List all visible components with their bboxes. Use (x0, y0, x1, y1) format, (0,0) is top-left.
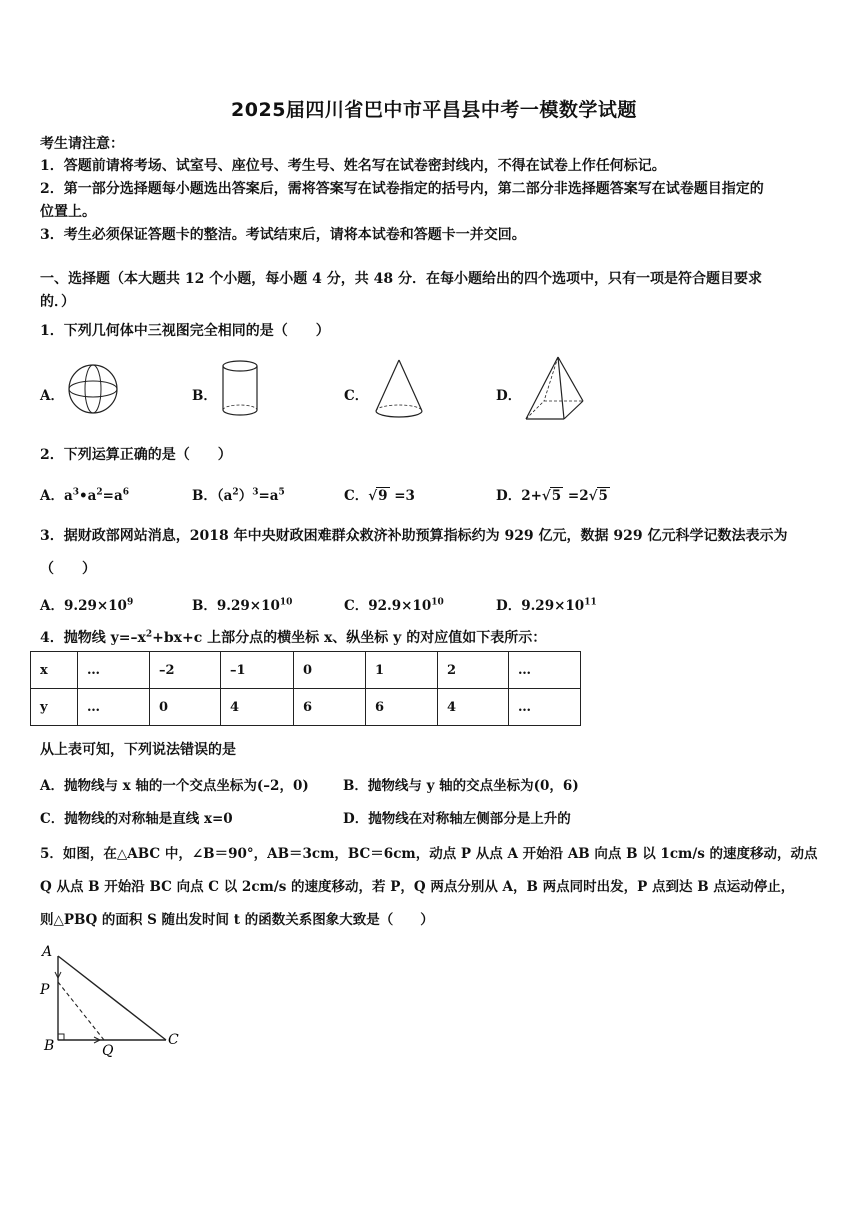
notice-item-1: 1．答题前请将考场、试室号、座位号、考生号、姓名写在试卷密封线内，不得在试卷上作任何标记。 (40, 158, 666, 174)
table-cell: … (509, 689, 581, 726)
notice-heading: 考生请注意： (40, 136, 124, 152)
q3-stem: 3．据财政部网站消息，2018 年中央财政困难群众救济补助预算指标约为 929 亿元，数据 929 亿元科学记数法表示为 (40, 528, 788, 544)
q1-option-b-label: B． (192, 388, 217, 404)
table-cell: 6 (366, 689, 438, 726)
table-cell: –1 (221, 652, 294, 689)
table-cell: 4 (438, 689, 509, 726)
notice-item-2: 2．第一部分选择题每小题选出答案后，需将答案写在试卷指定的括号内，第二部分非选择题答案写在试卷题目指定的 (40, 181, 764, 197)
q5-line-1: 5．如图，在△ABC 中，∠B＝90°，AB＝3cm，BC＝6cm，动点 P 从点 A 开始沿 AB 向点 B 以 1cm/s 的速度移动，动点 (40, 846, 818, 862)
value-table (30, 651, 581, 726)
table-cell: 4 (221, 689, 294, 726)
table-cell: … (78, 689, 150, 726)
q4-option-b: B．抛物线与 y 轴的交点坐标为(0，6) (343, 778, 579, 794)
triangle-figure (36, 938, 186, 1062)
q3-paren: （ ） (40, 561, 96, 577)
q3-option-c: C．$92.9\times 10^{10}$ (344, 597, 444, 614)
table-cell: 2 (438, 652, 509, 689)
table-cell: 0 (294, 652, 366, 689)
pyramid-icon (520, 353, 590, 425)
section-heading: 一、选择题（本大题共 12 个小题，每小题 4 分，共 48 分．在每小题给出的四个选项中，只有一项是符合题目要求 (40, 271, 762, 287)
label-p: P (40, 982, 50, 998)
table-cell: … (78, 652, 150, 689)
q2-option-d: D．2+√5 =2√5 (496, 488, 608, 504)
table-cell: 6 (294, 689, 366, 726)
cone-icon (370, 356, 430, 422)
q4-stem: 4．抛物线 $y=-x^2+bx+c$ 上部分点的横坐标 x、纵坐标 y 的对应值如下表所示： (40, 629, 547, 646)
table-cell: x (31, 652, 78, 689)
q5-line-3: 则△PBQ 的面积 S 随出发时间 t 的函数关系图象大致是（ ） (40, 912, 434, 928)
q2-option-a: A．$a^3•a^2=a^6$ (40, 487, 129, 504)
q3-option-d: D．$9.29\times 10^{11}$ (496, 597, 597, 614)
table-cell: 1 (366, 652, 438, 689)
table-row (31, 652, 581, 689)
table-cell: 0 (150, 689, 221, 726)
label-a: A (42, 944, 53, 960)
q2-option-b: B．$(a^2)^3=a^5$ (192, 487, 285, 504)
q1-option-d-label: D． (496, 388, 522, 404)
table-cell: … (509, 652, 581, 689)
label-b: B (44, 1038, 55, 1054)
section-heading-cont: 的．） (40, 294, 75, 310)
q4-option-a: A．抛物线与 x 轴的一个交点坐标为(–2，0) (40, 778, 309, 794)
q2-option-c: C．√9 =3 (344, 488, 415, 504)
q1-stem: 1．下列几何体中三视图完全相同的是（ ） (40, 323, 330, 339)
q3-option-a: A．$9.29\times 10^9$ (40, 597, 134, 614)
q1-option-c-label: C． (344, 388, 369, 404)
table-cell: –2 (150, 652, 221, 689)
cylinder-icon (218, 358, 264, 420)
label-q: Q (102, 1043, 114, 1059)
q3-option-b: B．$9.29\times 10^{10}$ (192, 597, 293, 614)
q4-option-d: D．抛物线在对称轴左侧部分是上升的 (343, 811, 571, 827)
page-title: 2025届四川省巴中市平昌县中考一模数学试题 (231, 99, 637, 121)
notice-item-3: 3．考生必须保证答题卡的整洁。考试结束后，请将本试卷和答题卡一并交回。 (40, 227, 526, 243)
notice-item-2-cont: 位置上。 (40, 204, 96, 220)
q1-option-a-label: A． (40, 388, 64, 404)
sphere-icon (66, 360, 122, 418)
q4-option-c: C．抛物线的对称轴是直线 x=0 (40, 811, 233, 827)
q4-after: 从上表可知，下列说法错误的是 (40, 742, 236, 758)
q2-stem: 2．下列运算正确的是（ ） (40, 447, 232, 463)
label-c: C (168, 1032, 179, 1048)
table-row (31, 689, 581, 726)
q5-line-2: Q 从点 B 开始沿 BC 向点 C 以 2cm/s 的速度移动，若 P，Q 两点分别从 A，B 两点同时出发，P 点到达 B 点运动停止， (40, 879, 795, 895)
table-cell: y (31, 689, 78, 726)
